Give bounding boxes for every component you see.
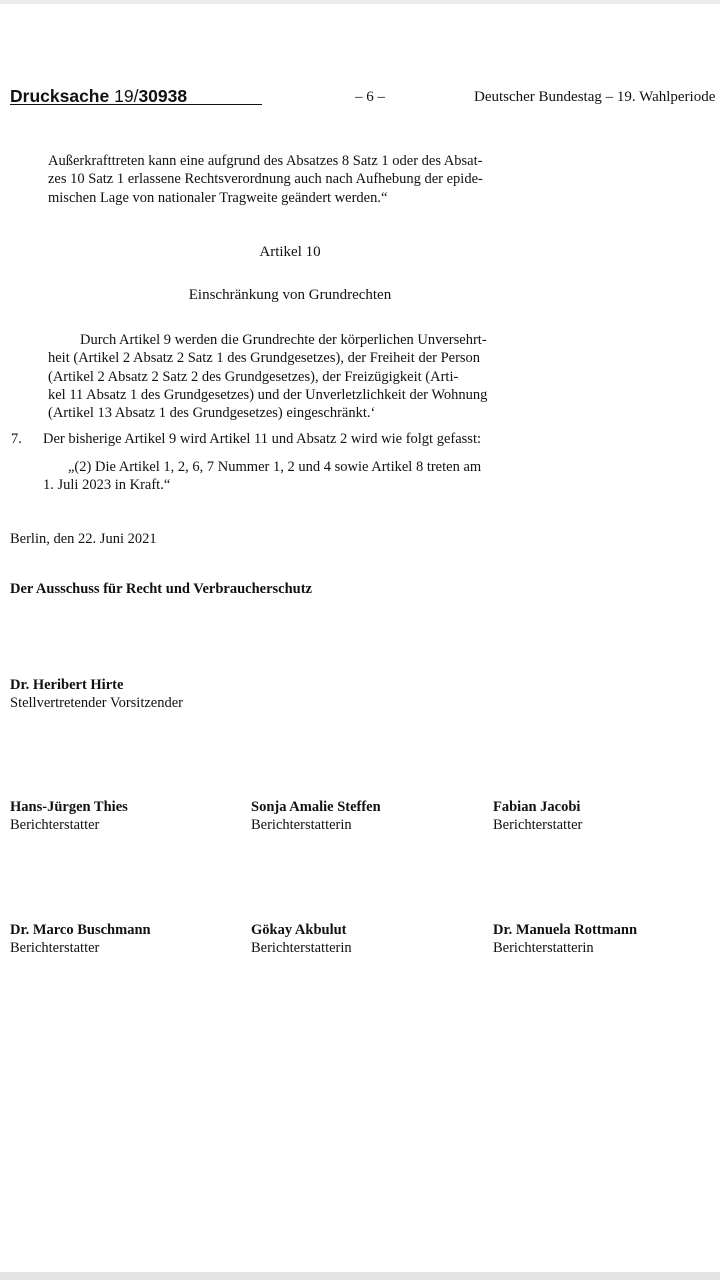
item-text: Der bisherige Artikel 9 wird Artikel 11 und Absatz 2 wird wie folgt gefasst: bbox=[43, 431, 482, 447]
signatory-role: Berichterstatterin bbox=[493, 940, 594, 956]
document-page bbox=[0, 4, 720, 1272]
committee-name: Der Ausschuss für Recht und Verbraucherschutz bbox=[10, 581, 312, 597]
document-label: Drucksache bbox=[10, 86, 110, 106]
article-body bbox=[48, 331, 530, 422]
signatory-name: Dr. Marco Buschmann bbox=[10, 922, 151, 938]
quote-line: „(2) Die Artikel 1, 2, 6, 7 Nummer 1, 2 und 4 sowie Artikel 8 treten am bbox=[68, 459, 482, 475]
item-number: 7. bbox=[11, 431, 22, 447]
document-number-prefix: 19/ bbox=[114, 86, 139, 106]
signatory-role: Berichterstatterin bbox=[251, 940, 352, 956]
intro-line: mischen Lage von nationaler Tragweite geändert werden.“ bbox=[48, 189, 388, 206]
signatory-role: Stellvertretender Vorsitzender bbox=[10, 695, 184, 711]
article-number: Artikel 10 bbox=[259, 244, 321, 260]
signature-block bbox=[10, 921, 151, 957]
intro-paragraph bbox=[48, 152, 530, 207]
article-line: heit (Artikel 2 Absatz 2 Satz 1 des Grundgesetzes), der Freiheit der Person bbox=[48, 350, 481, 367]
signatory-name: Hans-Jürgen Thies bbox=[10, 799, 128, 815]
document-number-main: 30938 bbox=[138, 86, 188, 106]
article-line: Durch Artikel 9 werden die Grundrechte der körperlichen Unversehrt- bbox=[80, 332, 487, 348]
intro-line: zes 10 Satz 1 erlassene Rechtsverordnung auch nach Aufhebung der epide- bbox=[48, 171, 483, 188]
bottom-strip bbox=[0, 1272, 720, 1280]
signatory-name: Dr. Heribert Hirte bbox=[10, 677, 124, 693]
signature-block bbox=[493, 921, 637, 957]
article-line: kel 11 Absatz 1 des Grundgesetzes) und der Unverletzlichkeit der Wohnung bbox=[48, 386, 488, 403]
signatory-role: Berichterstatter bbox=[493, 817, 583, 833]
article-line: (Artikel 2 Absatz 2 Satz 2 des Grundgesetzes), der Freizügigkeit (Arti- bbox=[48, 368, 459, 385]
header-rule bbox=[10, 104, 262, 105]
article-line: (Artikel 13 Absatz 1 des Grundgesetzes) eingeschränkt.‘ bbox=[48, 405, 376, 422]
signatory-role: Berichterstatter bbox=[10, 940, 100, 956]
article-heading: Einschränkung von Grundrechten bbox=[188, 287, 392, 303]
signature-block bbox=[493, 798, 582, 834]
signature-block bbox=[251, 798, 381, 834]
signatory-name: Sonja Amalie Steffen bbox=[251, 799, 381, 815]
signature-block bbox=[10, 798, 128, 834]
signatory-name: Gökay Akbulut bbox=[251, 922, 347, 938]
intro-line: Außerkrafttreten kann eine aufgrund des Absatzes 8 Satz 1 oder des Absat- bbox=[48, 153, 483, 169]
header-right-text: Deutscher Bundestag – 19. Wahlperiode bbox=[474, 89, 716, 105]
page-number: – 6 – bbox=[355, 89, 385, 105]
quote-line: 1. Juli 2023 in Kraft.“ bbox=[43, 477, 171, 493]
signature-chair bbox=[10, 676, 183, 712]
signatory-role: Berichterstatter bbox=[10, 817, 100, 833]
signatory-role: Berichterstatterin bbox=[251, 817, 352, 833]
place-date: Berlin, den 22. Juni 2021 bbox=[10, 531, 157, 547]
signature-block bbox=[251, 921, 352, 957]
signatory-name: Fabian Jacobi bbox=[493, 799, 581, 815]
signatory-name: Dr. Manuela Rottmann bbox=[493, 922, 638, 938]
